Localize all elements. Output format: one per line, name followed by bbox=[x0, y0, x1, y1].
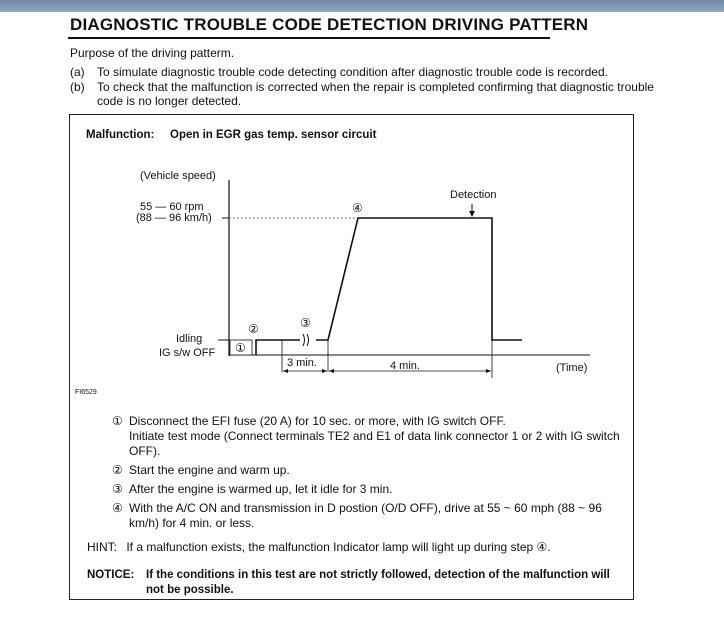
step-number: ① bbox=[112, 414, 123, 428]
speed-label-mph: 55 — 60 rpm bbox=[140, 201, 204, 213]
step-4-marker: ④ bbox=[352, 201, 363, 215]
purpose-item-label: (a) bbox=[70, 65, 85, 79]
step-text: With the A/C ON and transmission in D postion (O/D OFF), drive at 55 ~ 60 mph (88 ~ 96 km/h) for 4 min. or less. bbox=[129, 501, 602, 530]
step-text: Start the engine and warm up. bbox=[129, 463, 290, 477]
malfunction-text: Open in EGR gas temp. sensor circuit bbox=[170, 129, 377, 141]
step-item bbox=[112, 414, 628, 459]
hint-label: HINT: bbox=[87, 540, 117, 554]
idle-trace bbox=[256, 340, 300, 355]
ig-off-label: IG s/w OFF bbox=[159, 347, 216, 359]
arrowhead bbox=[283, 369, 288, 373]
steps-list bbox=[112, 414, 628, 535]
step-text-continued: Initiate test mode (Connect terminals TE2 and E1 of data link connector 1 or 2 with IG switch OFF). bbox=[129, 429, 620, 458]
step-1-marker: ① bbox=[235, 341, 246, 355]
step-text: Disconnect the EFI fuse (20 A) for 10 sec. or more, with IG switch OFF. bbox=[129, 414, 506, 428]
step-item bbox=[112, 501, 628, 531]
time-break-mark bbox=[303, 334, 309, 346]
arrowhead bbox=[329, 369, 334, 373]
notice-label: NOTICE: bbox=[87, 569, 135, 581]
step-item bbox=[112, 463, 628, 478]
malfunction-label: Malfunction: bbox=[86, 129, 155, 141]
step-2-marker: ② bbox=[248, 322, 259, 336]
drive-trace bbox=[316, 218, 522, 340]
step-item bbox=[112, 482, 628, 497]
step-number: ③ bbox=[112, 482, 123, 496]
step-text: After the engine is warmed up, let it idle for 3 min. bbox=[129, 482, 393, 496]
duration-3min-label: 3 min. bbox=[287, 357, 317, 369]
detection-label: Detection bbox=[450, 189, 497, 201]
arrowhead bbox=[486, 369, 491, 373]
purpose-heading: Purpose of the driving patterm. bbox=[70, 46, 235, 60]
duration-4min-label: 4 min. bbox=[390, 360, 420, 372]
purpose-item-text: To check that the malfunction is corrected when the repair is completed confirming that diagnostic trouble code is no longer detected. bbox=[97, 80, 654, 108]
time-axis-label: (Time) bbox=[556, 362, 588, 374]
step-number: ② bbox=[112, 463, 123, 477]
y-axis-title: (Vehicle speed) bbox=[140, 170, 216, 182]
hint-text: If a malfunction exists, the malfunction Indicator lamp will light up during step ④. bbox=[126, 540, 551, 554]
speed-label-kmh: (88 — 96 km/h) bbox=[136, 212, 212, 224]
step-number: ④ bbox=[112, 501, 123, 515]
hint-line bbox=[87, 540, 551, 554]
notice-text: If the conditions in this test are not strictly followed, detection of the malfunction will not be possible. bbox=[146, 569, 610, 596]
purpose-item-text: To simulate diagnostic trouble code detecting condition after diagnostic trouble code is recorded. bbox=[97, 65, 608, 79]
step-3-marker: ③ bbox=[300, 316, 311, 330]
arrowhead bbox=[322, 369, 327, 373]
page-title: DIAGNOSTIC TROUBLE CODE DETECTION DRIVING PATTERN bbox=[70, 15, 589, 34]
idling-label: Idling bbox=[176, 333, 203, 345]
figure-id: FI6529 bbox=[75, 389, 97, 396]
detection-arrowhead bbox=[469, 211, 475, 217]
purpose-item-label: (b) bbox=[70, 80, 85, 94]
